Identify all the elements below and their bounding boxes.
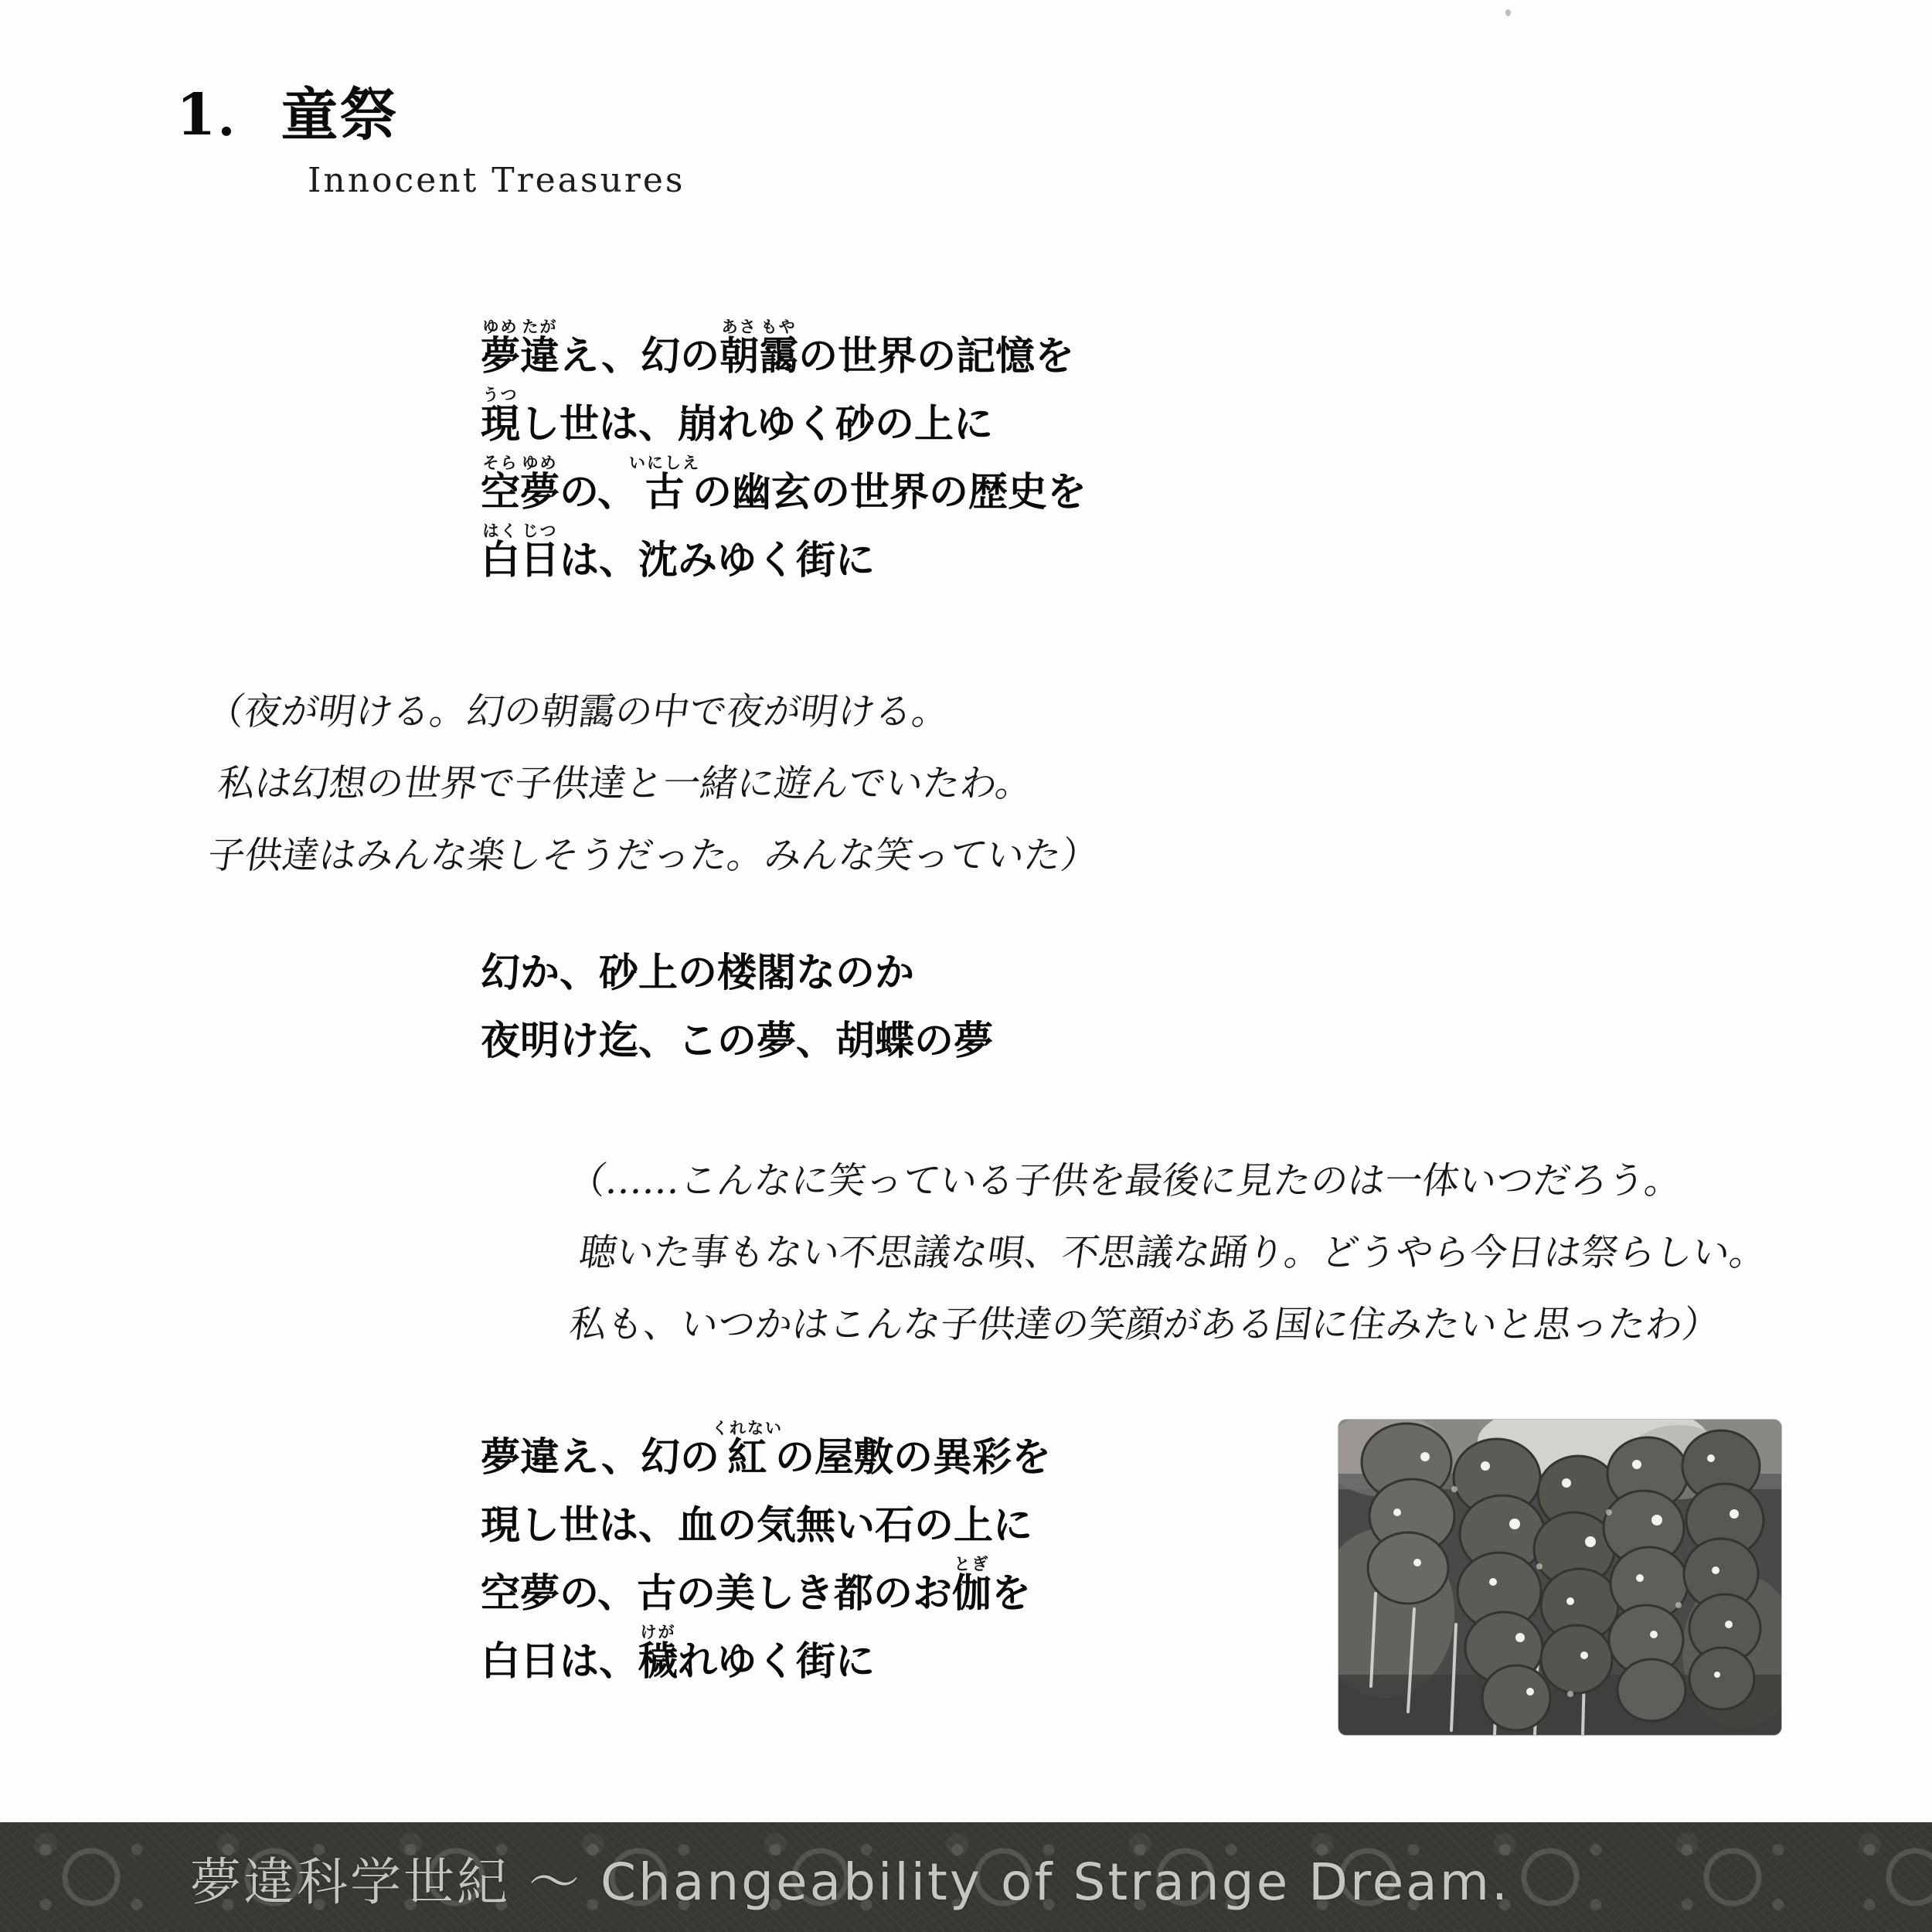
lyric-line — [556, 1204, 1770, 1276]
lyric-ruby-segment: 違たが — [520, 317, 560, 379]
lyric-line-text — [215, 762, 1036, 805]
track-title — [176, 82, 685, 148]
lyric-line-text — [481, 950, 915, 996]
track-title-japanese: 童祭 — [281, 82, 399, 148]
lyric-line — [566, 1132, 1685, 1204]
lyric-line-text — [481, 317, 1075, 379]
lyric-line-text — [481, 1622, 876, 1685]
lyric-segment: の世界の記憶を — [798, 333, 1075, 379]
lyric-line-text — [481, 453, 1087, 515]
lyric-ruby-segment: 靄もや — [759, 317, 799, 379]
lyric-segment: 夜明け迄、この夢、胡蝶の夢 — [481, 1018, 994, 1064]
lyric-segment: の、 — [560, 469, 637, 515]
lyric-segment: え、幻の — [560, 333, 720, 379]
lyric-segment: 現し世は、血の気無い石の上に — [481, 1502, 1033, 1549]
lyric-ruby-segment: 現うつ — [481, 385, 521, 447]
lyric-line — [184, 807, 1102, 879]
lyric-ruby-segment: 白はく — [481, 521, 521, 583]
lyric-ruby-segment: 空そら — [481, 453, 521, 515]
album-footer-band — [0, 1822, 1932, 1932]
lyric-ruby-segment: 夢ゆめ — [520, 453, 560, 515]
lyric-segment: 子供達はみんな楽しそうだった。みんな笑っていた） — [205, 834, 1102, 877]
title-block — [176, 82, 685, 200]
lyric-ruby-segment: 朝あさ — [719, 317, 760, 379]
lyric-ruby-segment: 紅くれない — [712, 1418, 784, 1481]
lyric-line-text — [481, 1502, 1033, 1549]
lyric-line-text — [204, 690, 953, 733]
lyric-segment: を — [991, 1570, 1031, 1617]
lyric-segment: （……こんなに笑っている子供を最後に見たのは一体いつだろう。 — [566, 1159, 1685, 1202]
album-title: 夢違科学世紀 ～ Changeability of Strange Dream. — [190, 1852, 1510, 1912]
lyric-ruby-segment: 伽とぎ — [951, 1554, 992, 1617]
lyric-ruby-segment: 古いにしえ — [629, 453, 700, 515]
lyric-segment: は、沈みゆく街に — [560, 537, 876, 583]
lyric-segment: れゆく街に — [678, 1638, 876, 1685]
lyric-segment: 私は幻想の世界で子供達と一緒に遊んでいたわ。 — [215, 762, 1036, 805]
lyric-ruby-segment: 夢ゆめ — [481, 317, 521, 379]
lyric-segment: 聴いた事もない不思議な唄、不思議な踊り。どうやら今日は祭らしい。 — [577, 1231, 1770, 1274]
dango-photo-graphic — [1338, 1420, 1781, 1735]
lyric-ruby-segment: 穢けが — [638, 1622, 679, 1685]
lyric-line — [204, 663, 953, 735]
lyric-line-text — [481, 1018, 994, 1064]
track-number: 1． — [176, 82, 277, 148]
lyric-line-text — [481, 1554, 1031, 1617]
lyric-line — [194, 735, 1036, 807]
lyric-line-text — [481, 521, 876, 583]
lyric-line-text — [566, 1303, 1723, 1346]
lyric-segment: の幽玄の世界の歴史を — [692, 469, 1087, 515]
lyric-line-text — [577, 1231, 1770, 1274]
monologue-1 — [184, 663, 1102, 879]
lyric-segment: （夜が明ける。幻の朝靄の中で夜が明ける。 — [204, 690, 953, 733]
lyric-segment: し世は、崩れゆく砂の上に — [520, 401, 994, 447]
lyric-line — [546, 1276, 1723, 1348]
lyric-line-text — [566, 1159, 1685, 1202]
lyric-segment: の屋敷の異彩を — [775, 1434, 1052, 1481]
lyric-segment: 空夢の、古の美しき都のお — [481, 1570, 952, 1617]
lyric-ruby-segment: 日じつ — [520, 521, 560, 583]
lyric-line-text — [481, 1418, 1052, 1481]
monologue-2 — [546, 1132, 1770, 1348]
lyric-segment: 幻か、砂上の楼閣なのか — [481, 950, 915, 996]
lyric-segment: 白日は、 — [481, 1638, 639, 1685]
lyric-segment: 私も、いつかはこんな子供達の笑顔がある国に住みたいと思ったわ） — [566, 1303, 1723, 1346]
scan-speck — [1505, 9, 1511, 16]
lyric-line-text — [205, 834, 1102, 877]
dango-skewers-photo — [1338, 1420, 1781, 1735]
lyric-line-text — [481, 385, 994, 447]
lyric-segment: 夢違え、幻の — [481, 1434, 720, 1481]
track-title-english: Innocent Treasures — [308, 161, 685, 200]
